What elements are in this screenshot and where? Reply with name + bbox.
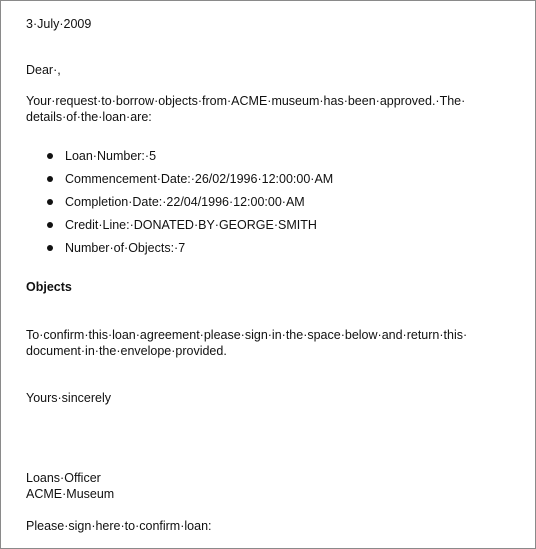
confirm-text-line-1: To·confirm·this·loan·agreement·please·sign·in·the·space·below·and·return·this· xyxy=(26,328,468,342)
intro-text-line-2: details·of·the·loan·are: xyxy=(26,110,152,124)
closing: Yours·sincerely xyxy=(26,391,111,405)
completion-date-item: Completion·Date:·22/04/1996·12:00:00·AM xyxy=(65,195,305,209)
signer-organization: ACME·Museum xyxy=(26,487,115,501)
number-of-objects-item: Number·of·Objects:·7 xyxy=(65,241,186,255)
signer-title: Loans·Officer xyxy=(26,471,101,485)
loan-number-item: Loan·Number:·5 xyxy=(65,149,157,163)
bullet-icon xyxy=(47,245,53,251)
confirm-text-line-2: document·in·the·envelope·provided. xyxy=(26,344,227,358)
bullet-icon xyxy=(47,199,53,205)
bullet-icon xyxy=(47,222,53,228)
bullet-icon xyxy=(47,176,53,182)
credit-line-item: Credit·Line:·DONATED·BY·GEORGE·SMITH xyxy=(65,218,317,232)
sign-prompt: Please·sign·here·to·confirm·loan: xyxy=(26,519,212,533)
commencement-date-item: Commencement·Date:·26/02/1996·12:00:00·AM xyxy=(65,172,334,186)
bullet-icon xyxy=(47,153,53,159)
salutation: Dear·, xyxy=(26,63,61,77)
letter-date: 3·July·2009 xyxy=(26,17,92,31)
objects-heading: Objects xyxy=(26,280,72,294)
intro-text-line-1: Your·request·to·borrow·objects·from·ACME·museum·has·been·approved.·The· xyxy=(26,94,466,108)
